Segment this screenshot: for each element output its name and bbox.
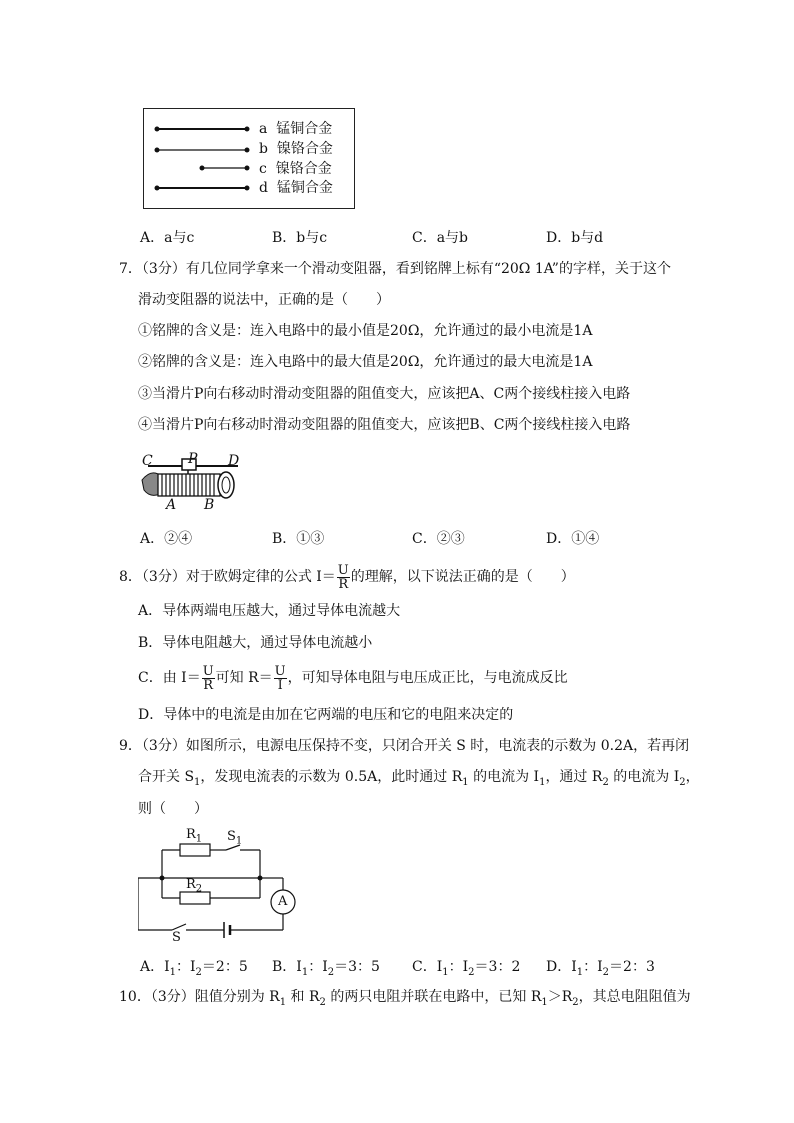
q9-option-text: ＝3：2 xyxy=(474,959,521,975)
q9-option-c[interactable] xyxy=(412,958,520,982)
fraction xyxy=(274,665,287,692)
q7-statement-3: ③当滑片P向右移动时滑动变阻器的阻值变大，应该把A、C两个接线柱接入电路 xyxy=(138,386,631,402)
q9-option-d[interactable] xyxy=(546,958,655,982)
subscript: 2 xyxy=(195,883,203,895)
subscript: 2 xyxy=(468,966,475,978)
rheostat-label-a: A xyxy=(166,497,177,513)
q9-text: ，发现电流表的示数为 0.5A，此时通过 R xyxy=(200,769,463,785)
wire-material: 锰铜合金 xyxy=(276,121,333,137)
circuit-label-text: R xyxy=(186,827,196,842)
q8-option-c-suffix: ，可知导体电阻与电压成正比，与电流成反比 xyxy=(287,670,568,686)
q10-text: ＞R xyxy=(547,989,573,1005)
subscript: 2 xyxy=(327,966,335,978)
q7-stem-line2: 滑动变阻器的说法中，正确的是（ ） xyxy=(138,292,390,308)
rheostat-label-c: C xyxy=(142,453,153,469)
circuit-label-s1 xyxy=(227,828,242,851)
q9-option-text: C．I xyxy=(412,959,443,975)
q7-statement-1: ①铭牌的含义是：连入电路中的最小值是20Ω，允许通过的最小电流是1A xyxy=(138,323,593,339)
subscript: 1 xyxy=(442,966,449,978)
q7-option-d[interactable]: D．①④ xyxy=(546,531,600,547)
ammeter-label: A xyxy=(278,894,288,909)
rheostat-figure xyxy=(138,450,248,512)
q6-option-d[interactable]: D．b与d xyxy=(546,230,604,246)
q10-stem xyxy=(119,988,691,1012)
rheostat-label-b: B xyxy=(204,497,215,513)
subscript: 2 xyxy=(602,776,609,788)
q10-text: 和 R xyxy=(286,989,320,1005)
subscript: 1 xyxy=(576,966,584,978)
subscript: 1 xyxy=(301,966,309,978)
wire-figure xyxy=(143,108,355,209)
fraction xyxy=(337,564,350,591)
q9-option-a[interactable] xyxy=(140,958,248,982)
fraction-denominator: R xyxy=(203,677,214,693)
subscript: 2 xyxy=(319,996,326,1008)
q9-option-text: ＝2：3 xyxy=(609,959,655,975)
q9-text: 的电流为 I xyxy=(608,769,680,785)
q6-option-c[interactable]: C．a与b xyxy=(412,230,469,246)
rheostat-label-d: D xyxy=(228,453,240,469)
q7-option-b[interactable]: B．①③ xyxy=(272,531,325,547)
wire-a xyxy=(155,127,250,132)
q7-option-a[interactable]: A．②④ xyxy=(140,531,193,547)
q9-option-text: ：I xyxy=(448,959,469,975)
subscript: 1 xyxy=(462,776,469,788)
q9-stem-line1: 9．（3分）如图所示，电源电压保持不变，只闭合开关 S 时，电流表的示数为 0.2A，若再闭 xyxy=(119,738,690,754)
circuit-label-text: R xyxy=(186,877,196,892)
subscript: 1 xyxy=(195,833,203,845)
q8-stem-prefix: 8．（3分）对于欧姆定律的公式 I＝ xyxy=(119,569,336,585)
q9-text: 的电流为 I xyxy=(468,769,540,785)
q8-stem-suffix: 的理解，以下说法正确的是（ ） xyxy=(350,569,575,585)
fraction-denominator: I xyxy=(277,677,283,693)
subscript: 1 xyxy=(194,776,201,788)
q7-statement-4: ④当滑片P向右移动时滑动变阻器的阻值变大，应该把B、C两个接线柱接入电路 xyxy=(138,417,631,433)
wire-material: 镍铬合金 xyxy=(275,161,332,177)
rheostat-label-p: P xyxy=(188,451,198,467)
circuit-label-text: S xyxy=(227,829,236,844)
q9-text: ，通过 R xyxy=(545,769,603,785)
fraction-denominator: R xyxy=(338,576,349,592)
q9-option-text: A．I xyxy=(140,959,170,975)
q9-option-text: ：I xyxy=(176,959,196,975)
q6-option-b[interactable]: B．b与c xyxy=(272,230,328,246)
subscript: 1 xyxy=(539,776,546,788)
subscript: 1 xyxy=(169,966,177,978)
q9-option-text: ＝2：5 xyxy=(201,959,248,975)
subscript: 1 xyxy=(279,996,287,1008)
circuit-label-r1 xyxy=(186,826,202,849)
wire-letter: d xyxy=(259,180,268,196)
subscript: 1 xyxy=(541,996,548,1008)
switch-s-label: S xyxy=(172,930,181,945)
circuit-diagram xyxy=(138,826,303,946)
wire-letter: b xyxy=(259,141,268,157)
q9-option-b[interactable] xyxy=(272,958,380,982)
wire-d xyxy=(155,186,250,191)
wire-letter: c xyxy=(259,161,267,177)
subscript: 2 xyxy=(679,776,686,788)
q9-text: ， xyxy=(685,769,700,785)
q10-text: ，其总电阻阻值为 xyxy=(578,989,691,1005)
q9-stem-line2 xyxy=(138,768,700,792)
wire-letter: a xyxy=(259,121,268,137)
q9-option-text: ：I xyxy=(308,959,328,975)
circuit-label-r2 xyxy=(186,876,202,899)
q9-option-text: D．I xyxy=(546,959,577,975)
q10-text: 的两只电阻并联在电路中，已知 R xyxy=(325,989,542,1005)
fraction-numerator: U xyxy=(337,562,349,578)
wire-material: 锰铜合金 xyxy=(276,180,333,196)
subscript: 2 xyxy=(572,996,579,1008)
q9-option-text: ＝3：5 xyxy=(334,959,380,975)
wire-material: 镍铬合金 xyxy=(276,141,333,157)
q6-option-a[interactable]: A．a与c xyxy=(140,230,195,246)
wire-b xyxy=(155,148,250,153)
q8-option-b[interactable]: B．导体电阻越大，通过导体电流越小 xyxy=(138,635,373,651)
q9-option-text: B．I xyxy=(272,959,302,975)
fraction xyxy=(202,665,215,692)
fraction-numerator: U xyxy=(202,663,214,679)
q7-option-c[interactable]: C．②③ xyxy=(412,531,465,547)
wire-c xyxy=(200,166,250,171)
q9-option-text: ：I xyxy=(583,959,603,975)
q8-option-c[interactable] xyxy=(138,664,568,692)
q8-option-c-mid: 可知 R＝ xyxy=(215,670,273,686)
q9-text: 合开关 S xyxy=(138,769,195,785)
subscript: 2 xyxy=(195,966,202,978)
q8-option-c-prefix: C．由 I＝ xyxy=(138,670,201,686)
q8-option-d[interactable]: D．导体中的电流是由加在它两端的电压和它的电阻来决定的 xyxy=(138,707,514,723)
q8-stem xyxy=(119,563,575,591)
q10-text: 10．（3分）阻值分别为 R xyxy=(119,989,280,1005)
fraction-numerator: U xyxy=(274,663,286,679)
q7-stem-line1: 7．（3分）有几位同学拿来一个滑动变阻器，看到铭牌上标有“20Ω 1A”的字样，关于这个 xyxy=(119,261,671,277)
subscript: 1 xyxy=(235,835,243,847)
q7-statement-2: ②铭牌的含义是：连入电路中的最大值是20Ω，允许通过的最大电流是1A xyxy=(138,354,593,370)
q8-option-a[interactable]: A．导体两端电压越大，通过导体电流越大 xyxy=(138,603,401,619)
q9-stem-line3: 则（ ） xyxy=(138,801,208,817)
subscript: 2 xyxy=(602,966,610,978)
